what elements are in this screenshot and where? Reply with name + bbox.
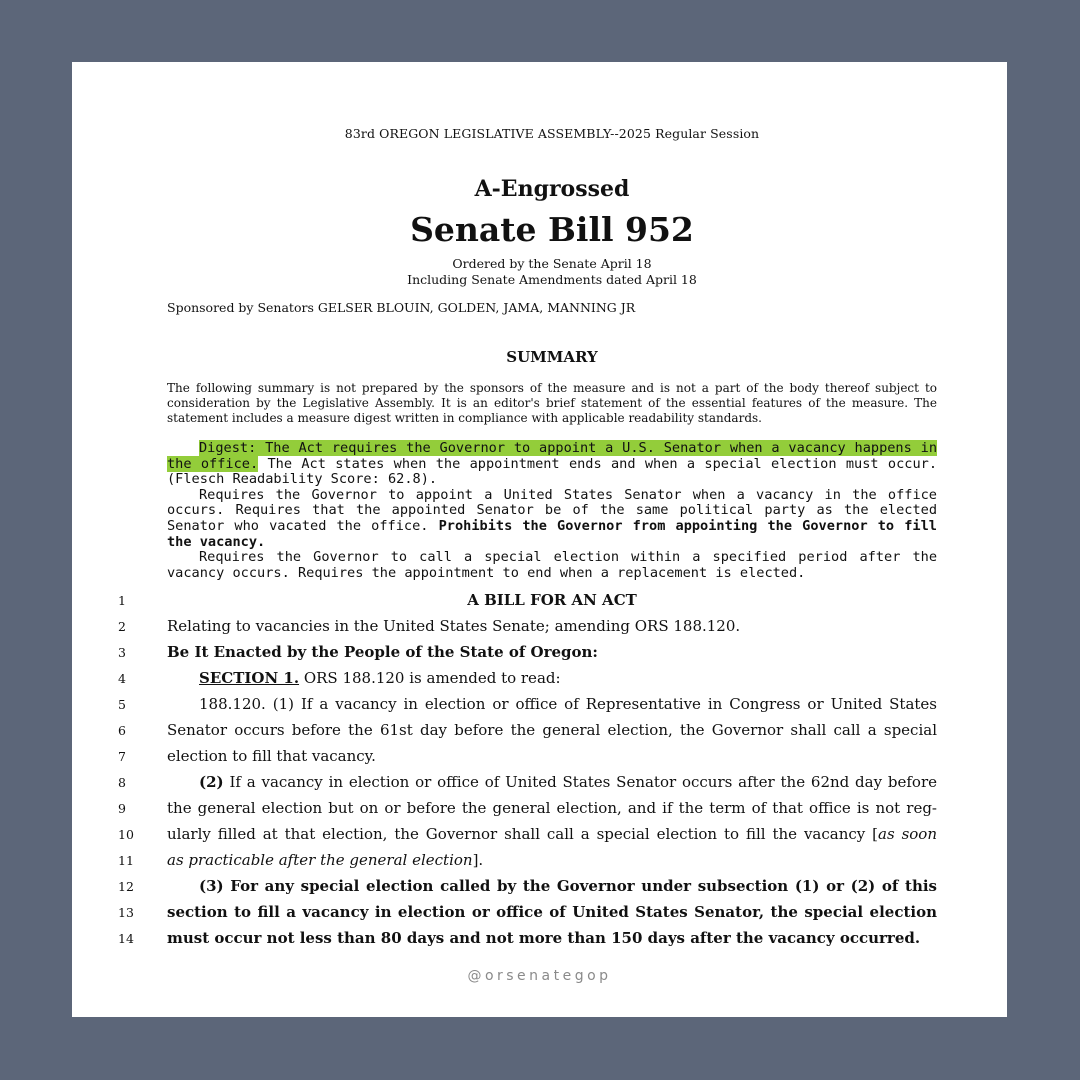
bill-line-14 — [72, 927, 1007, 953]
digest-paragraph-3: Requires the Governor to call a special election within a specified period after the vacancy occurs. Requires the appointment to end when a replacement is elected. — [167, 549, 937, 581]
digest-rest: The Act states when the appointment ends and when a special election must occur. (Flesch Readability Score: 62.8). — [167, 455, 937, 488]
subsection-label: (2) — [199, 773, 224, 791]
summary-digest — [167, 441, 937, 581]
session-header: 83rd OREGON LEGISLATIVE ASSEMBLY--2025 Regular Session — [344, 126, 760, 141]
line-number: 6 — [118, 723, 126, 738]
line-number: 3 — [118, 645, 126, 660]
digest-paragraph — [167, 441, 937, 488]
new-text: must occur not less than 80 days and not more than 150 days after the vacancy occurred. — [167, 929, 921, 947]
summary-disclaimer: The following summary is not prepared by the sponsors of the measure and is not a part of the body thereof subject to consideration by the Legislative Assembly. It is an editor's brief statement of the essential features of the measure. The statement includes a measure digest written in compliance with applicable readability standards. — [167, 381, 937, 425]
bill-text-plain: ularly filled at that election, the Governor shall call a special election to fill the vacancy [ — [167, 825, 879, 843]
bill-line-6 — [72, 719, 1007, 745]
line-number: 10 — [118, 827, 134, 842]
ordered-note — [72, 256, 1032, 288]
bill-text — [167, 849, 937, 871]
line-number: 4 — [118, 671, 126, 686]
digest-p2-text: Requires the Governor to appoint a United States Senator when a vacancy in the office occurs. Requires that the appointed Senator be of the same political party as the elected Senator who vacated the office. — [167, 486, 937, 534]
bill-line-13 — [72, 901, 1007, 927]
bill-line-9 — [72, 797, 1007, 823]
bill-act-heading: A BILL FOR AN ACT — [467, 591, 637, 609]
bill-text — [167, 823, 937, 845]
bill-text — [167, 771, 937, 793]
section-label: SECTION 1. — [199, 669, 300, 687]
bill-line-7 — [72, 745, 1007, 771]
line-number: 14 — [118, 931, 134, 946]
line-number: 1 — [118, 593, 126, 608]
bill-line-4 — [72, 667, 1007, 693]
digest-p2-bold: Prohibits the Governor from appointing the Governor to fill the vacancy. — [167, 517, 937, 550]
subsection-text: If a vacancy in election or office of United States Senator occurs after the 62nd day before — [223, 773, 937, 791]
engrossed-label: A-Engrossed — [474, 176, 630, 202]
line-number: 2 — [118, 619, 126, 634]
sponsors-line: Sponsored by Senators GELSER BLOUIN, GOLDEN, JAMA, MANNING JR — [167, 300, 636, 315]
bill-line-1 — [72, 589, 1007, 615]
deleted-text: as practicable after the general election — [167, 851, 473, 869]
bill-line-10 — [72, 823, 1007, 849]
section-text: ORS 188.120 is amended to read: — [299, 669, 561, 687]
bill-line-8 — [72, 771, 1007, 797]
bill-line-2 — [72, 615, 1007, 641]
line-number: 9 — [118, 801, 126, 816]
bill-line-11 — [72, 849, 1007, 875]
bill-line-3 — [72, 641, 1007, 667]
line-number: 8 — [118, 775, 126, 790]
line-number: 5 — [118, 697, 126, 712]
bill-line-12 — [72, 875, 1007, 901]
bill-enacting-clause: Be It Enacted by the People of the State of Oregon: — [167, 643, 598, 661]
bill-section-line — [167, 667, 937, 689]
bill-text-plain: ]. — [472, 851, 484, 869]
deleted-text: as soon — [878, 825, 937, 843]
bill-title: Senate Bill 952 — [410, 210, 694, 249]
bill-text: 188.120. (1) If a vacancy in election or office of Representative in Congress or United States — [199, 695, 937, 713]
bill-text: the general election but on or before the general election, and if the term of that office is not reg- — [167, 799, 937, 817]
line-number: 12 — [118, 879, 134, 894]
line-number: 11 — [118, 853, 134, 868]
line-number: 7 — [118, 749, 126, 764]
summary-heading: SUMMARY — [506, 348, 598, 366]
line-number: 13 — [118, 905, 134, 920]
digest-highlight: Digest: The Act requires the Governor to appoint a U.S. Senator when a vacancy happens in the office. — [167, 440, 937, 472]
new-text: (3) For any special election called by the Governor under subsection (1) or (2) of this — [199, 877, 937, 895]
bill-text: Senator occurs before the 61st day before the general election, the Governor shall call a special — [167, 721, 937, 739]
bill-text: election to fill that vacancy. — [167, 747, 376, 765]
amendments-line: Including Senate Amendments dated April 18 — [407, 272, 697, 287]
bill-relating: Relating to vacancies in the United States Senate; amending ORS 188.120. — [167, 617, 741, 635]
document-page — [72, 62, 1007, 1017]
ordered-line: Ordered by the Senate April 18 — [452, 256, 652, 271]
new-text: section to fill a vacancy in election or office of United States Senator, the special election — [167, 903, 937, 921]
bill-line-5 — [72, 693, 1007, 719]
social-handle: @orsenategop — [467, 968, 612, 984]
digest-paragraph-2 — [167, 488, 937, 550]
